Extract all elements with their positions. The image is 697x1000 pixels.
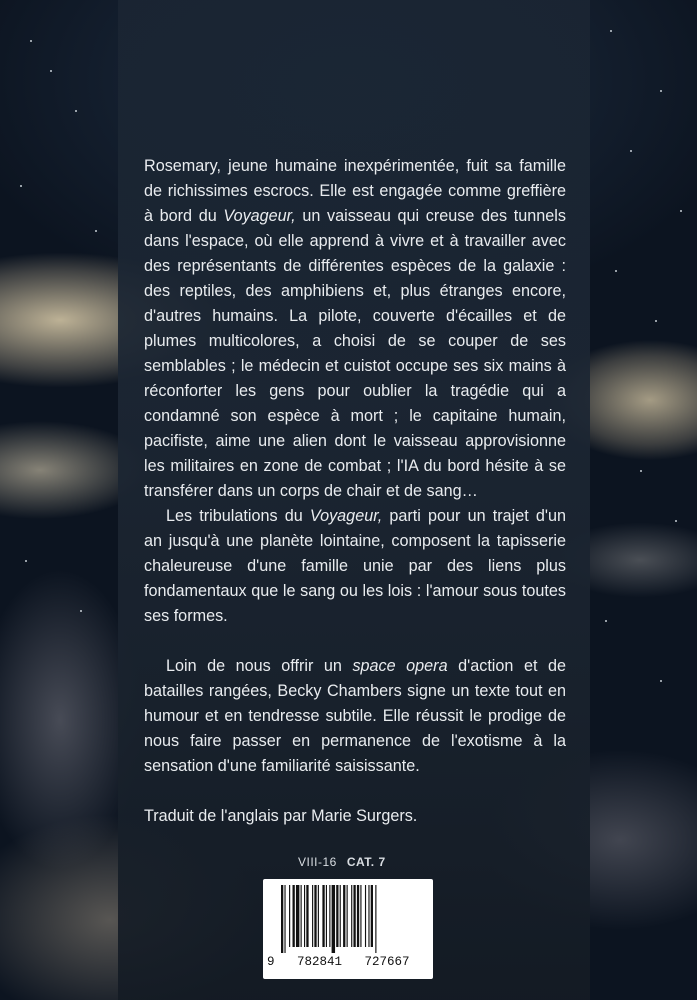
barcode-bar bbox=[351, 885, 352, 947]
translator-credit: Traduit de l'anglais par Marie Surgers. bbox=[144, 807, 418, 825]
barcode-bar bbox=[357, 885, 359, 947]
barcode-bar bbox=[293, 885, 295, 947]
barcode-bar bbox=[281, 885, 283, 953]
ship-name: Voyageur, bbox=[309, 507, 383, 525]
barcode-bar bbox=[353, 885, 355, 947]
blurb-paragraph-1: Rosemary, jeune humaine inexpérimentée, fuit sa famille de richissimes escrocs. Elle est engagée comme greffière à bord du Voyageur, un vaisseau qui creuse des tunnels dans l'espace, où elle apprend à vivre et à travailler avec des représentants de différentes espèces de la galaxie : des reptiles, des amphibiens et, plus étranges encore, d'autres humains. La pilote, couverte d'écailles et de plumes multicolores, a choisi de se couper de ses semblables ; le médecin et cuistot occupe ses six mains à réconforter les gens pour oublier la tragédie qui a condamné son espèce à mort ; le capitaine humain, pacifiste, aime une alien dont le vaisseau approvisionne les militaires en zone de combat ; l'IA du bord hésite à se transférer dans un corps de chair et de sang… bbox=[144, 157, 566, 500]
barcode-bar bbox=[329, 885, 330, 947]
barcode-bar bbox=[365, 885, 366, 947]
barcode-bar bbox=[343, 885, 345, 947]
barcode-bars bbox=[281, 885, 415, 955]
edition-info bbox=[298, 855, 386, 869]
barcode-bar bbox=[347, 885, 348, 947]
barcode-bar bbox=[326, 885, 327, 947]
barcode-bar bbox=[289, 885, 290, 947]
blurb-paragraph-3: Loin de nous offrir un space opera d'action et de batailles rangées, Becky Chambers signe un texte tout en humour et en tendresse subtile. Elle réussit le prodige de nous faire passer en permanence de l'exotisme à la sensation d'une familiarité saisissante. bbox=[144, 657, 566, 775]
barcode-bar bbox=[314, 885, 316, 947]
barcode-bar bbox=[301, 885, 302, 947]
barcode-bar bbox=[371, 885, 373, 947]
blurb-paragraph-2: Les tribulations du Voyageur, parti pour un trajet d'un an jusqu'à une planète lointaine, composent la tapisserie chaleureuse d'une famille unie par des liens plus fondamentaux que le sang ou les lois : l'amour sous toutes ses formes. bbox=[144, 507, 566, 625]
ship-name: Voyageur, bbox=[223, 207, 296, 225]
barcode-bar bbox=[336, 885, 338, 947]
barcode bbox=[263, 879, 433, 979]
barcode-bar bbox=[322, 885, 324, 947]
barcode-bar bbox=[318, 885, 319, 947]
barcode-bar bbox=[360, 885, 361, 947]
barcode-bar bbox=[332, 885, 335, 953]
barcode-bar bbox=[340, 885, 341, 947]
isbn-number: 9 782841 727667 bbox=[267, 955, 410, 969]
barcode-bar bbox=[296, 885, 299, 947]
blurb bbox=[144, 154, 566, 829]
barcode-bar bbox=[284, 885, 285, 953]
barcode-bar bbox=[304, 885, 305, 947]
category-label: CAT. 7 bbox=[346, 855, 386, 869]
genre: space opera bbox=[352, 657, 448, 675]
barcode-bar bbox=[312, 885, 313, 947]
barcode-bar bbox=[306, 885, 308, 947]
barcode-bar bbox=[375, 885, 376, 953]
barcode-bar bbox=[368, 885, 369, 947]
edition-code: VIII-16 bbox=[298, 855, 337, 869]
